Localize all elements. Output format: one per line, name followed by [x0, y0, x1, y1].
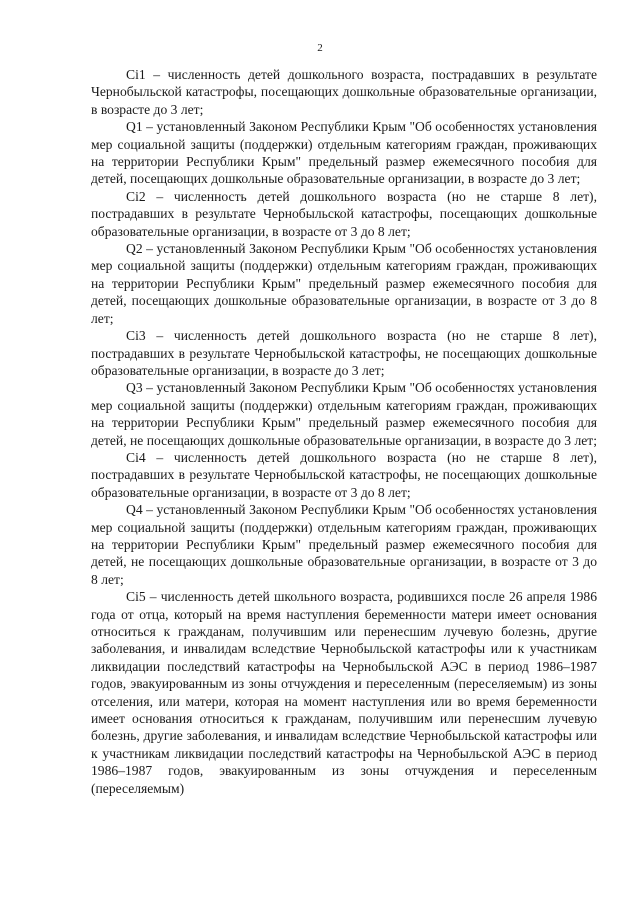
paragraph-q2: Q2 – установленный Законом Республики Крым "Об особенностях установления мер социальной защиты (поддержки) отдельным категориям граждан, проживающих на территории Республики Крым" предельный размер ежемесячного пособия для детей, посещающих дошкольные образовательные организации, в возрасте от 3 до 8 лет;: [91, 241, 597, 326]
page-number: 2: [317, 42, 323, 54]
paragraph-ci5: Ci5 – численность детей школьного возраста, родившихся после 26 апреля 1986 года от отца, который на время наступления беременности матери имеет основания относиться к гражданам, получившим или перенесшим лучевую болезнь, другие заболевания, и инвалидам вследствие Чернобыльской катастрофы или к участникам ликвидации последствий катастрофы на Чернобыльской АЭС в период 1986–1987 годов, эвакуированным из зоны отчуждения и переселенным (переселяемым) из зоны отселения, или матери, которая на момент наступления или во время беременности имеет основания относиться к гражданам, получившим или перенесшим лучевую болезнь, другие заболевания, и инвалидам вследствие Чернобыльской катастрофы или к участникам ликвидации последствий катастрофы на Чернобыльской АЭС в период 1986–1987 годов, эвакуированным из зоны отчуждения и переселенным (переселяемым): [91, 589, 597, 796]
paragraph-ci2: Ci2 – численность детей дошкольного возраста (но не старше 8 лет), пострадавших в результате Чернобыльской катастрофы, посещающих дошкольные образовательные организации, в возрасте от 3 до 8 лет;: [91, 188, 597, 239]
document-body: [91, 66, 597, 797]
paragraph-ci4: Ci4 – численность детей дошкольного возраста (но не старше 8 лет), пострадавших в результате Чернобыльской катастрофы, не посещающих дошкольные образовательные организации, в возрасте от 3 до 8 лет;: [91, 449, 597, 500]
paragraph-q1: Q1 – установленный Законом Республики Крым "Об особенностях установления мер социальной защиты (поддержки) отдельным категориям граждан, проживающих на территории Республики Крым" предельный размер ежемесячного пособия для детей, посещающих дошкольные образовательные организации, в возрасте до 3 лет;: [91, 119, 597, 187]
paragraph-ci1: Ci1 – численность детей дошкольного возраста, пострадавших в результате Чернобыльской катастрофы, посещающих дошкольные образовательные организации, в возрасте до 3 лет;: [91, 67, 597, 117]
paragraph-q3: Q3 – установленный Законом Республики Крым "Об особенностях установления мер социальной защиты (поддержки) отдельным категориям граждан, проживающих на территории Республики Крым" предельный размер ежемесячного пособия для детей, не посещающих дошкольные образовательные организации, в возрасте до 3 лет;: [91, 380, 597, 448]
paragraph-ci3: Ci3 – численность детей дошкольного возраста (но не старше 8 лет), пострадавших в результате Чернобыльской катастрофы, не посещающих дошкольные образовательные организации, в возрасте до 3 лет;: [91, 328, 597, 378]
paragraph-q4: Q4 – установленный Законом Республики Крым "Об особенностях установления мер социальной защиты (поддержки) отдельным категориям граждан, проживающих на территории Республики Крым" предельный размер ежемесячного пособия для детей, не посещающих дошкольные образовательные организации, в возрасте от 3 до 8 лет;: [91, 502, 597, 587]
